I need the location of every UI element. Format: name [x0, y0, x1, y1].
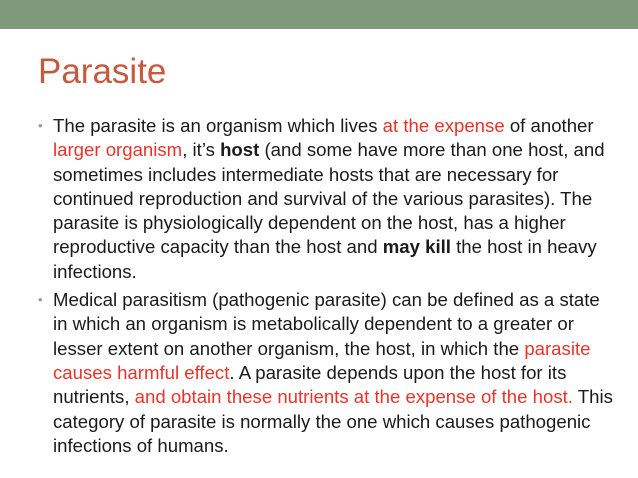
slide-body: [38, 114, 613, 462]
bullet1-text-1: The parasite is an organism which lives: [53, 115, 383, 136]
bullet2-highlight-expense-of-host: and obtain these nutrients at the expense of the host.: [134, 386, 573, 408]
bullet1-bold-host: host: [220, 139, 260, 161]
bullet1-text-3: , it’s: [182, 139, 221, 161]
bullet1-highlight-expense: at the expense: [382, 115, 505, 136]
bullet2-highlight-harmful-effect: parasite causes harmful effect: [53, 337, 591, 383]
bullet2-text-3: This category of parasite is normally the one which causes pathogenic infections of humans.: [53, 386, 613, 456]
bullet1-highlight-larger-organism: larger organism: [53, 139, 183, 161]
bullet2-text-1: Medical parasitism (pathogenic parasite) can be defined as a state in which an organism is metabolically dependent to a greater or lesser extent on another organism, the host, in which the: [53, 289, 600, 359]
bullet1-text-2: of another: [504, 115, 594, 136]
top-accent-bar: [0, 0, 638, 29]
bullet1-text-5: the host in heavy infections.: [53, 236, 597, 282]
bullet-paragraph-2: [38, 288, 613, 458]
bullet1-text-4: (and some have more than one host, and sometimes includes intermediate hosts that are necessary for continued reproduction and survival of the various parasites). The parasite is physiologically dependent on the host, has a higher reproductive capacity than the host and: [53, 139, 605, 258]
bullet2-text-2: . A parasite depends upon the host for its nutrients,: [53, 361, 567, 408]
bullet-dot-icon: •: [38, 118, 43, 133]
slide-title: Parasite: [38, 52, 167, 91]
bullet-paragraph-1: [38, 114, 613, 284]
bullet1-bold-may-kill: may kill: [382, 236, 451, 258]
bullet-dot-icon: •: [38, 292, 43, 308]
